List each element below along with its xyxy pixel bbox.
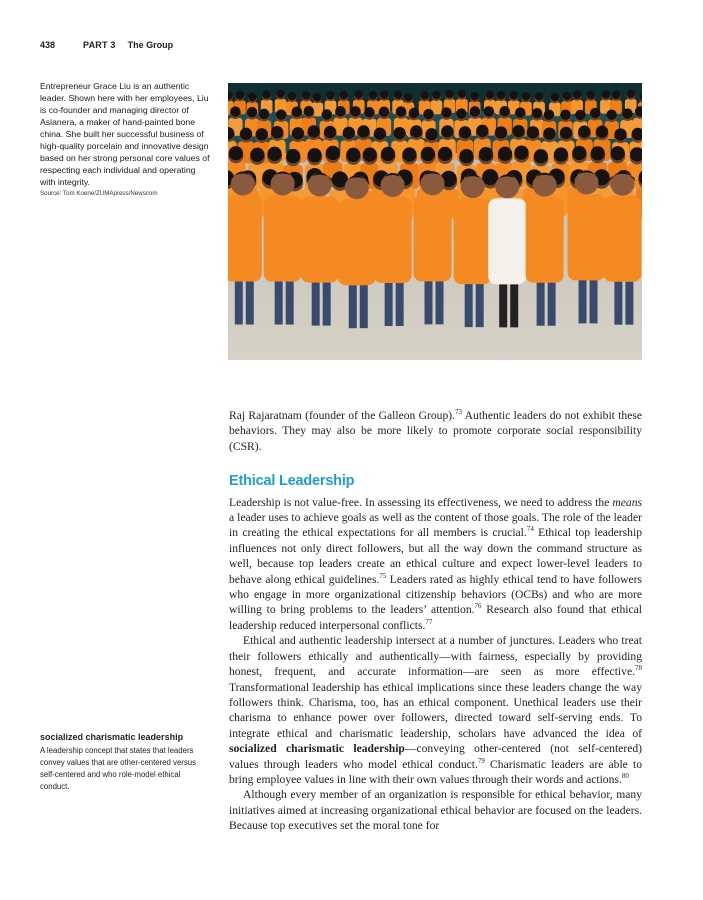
person-leg bbox=[349, 280, 357, 328]
crowd-hair bbox=[247, 107, 257, 117]
crowd-hair bbox=[322, 109, 332, 119]
crowd-hair bbox=[515, 107, 525, 117]
person-shirt bbox=[603, 196, 641, 282]
crowd-hair bbox=[292, 127, 304, 139]
person-leg bbox=[360, 280, 368, 328]
part-title: The Group bbox=[127, 40, 174, 50]
crowd-hair bbox=[445, 90, 454, 99]
crowd-hair bbox=[560, 109, 570, 119]
person-head bbox=[495, 174, 519, 198]
crowd-hair bbox=[459, 149, 473, 163]
crowd-hair bbox=[393, 127, 405, 139]
person-leg bbox=[275, 277, 283, 325]
crowd-hair bbox=[326, 91, 335, 100]
crowd-hair bbox=[229, 146, 243, 160]
crowd-hair bbox=[256, 128, 268, 140]
crowd-hair bbox=[259, 109, 269, 119]
crowd-hair bbox=[512, 125, 524, 137]
paragraph-1: Leadership is not value-free. In assessing its effectiveness, we need to address the means a leader uses to achieve goals as well as the content of those goals. The role of the leader in creating the ethical expectations for all members is crucial.$^{74}$ Ethical top leadership influences not only direct followers, but all the way down the command structure as well, because top leaders create an ethical culture and expect lower-level leaders to behave along ethical guidelines.$^{75}$ Leaders rated as highly ethical tend to have followers who engage in more organizational citizenship behaviors (OCBs) and who are more willing to bring problems to the leaders’ attention.$^{76}$ Research also found that ethical leadership reduced interpersonal conflicts.$^{77}$ bbox=[229, 495, 642, 632]
key-term-inline: socialized charismatic leadership bbox=[229, 742, 405, 756]
person-shirt bbox=[526, 197, 564, 283]
crowd-hair bbox=[250, 148, 264, 162]
crowd-hair bbox=[230, 106, 240, 116]
crowd-hair bbox=[248, 93, 257, 102]
person-shirt bbox=[301, 197, 339, 283]
person-leg bbox=[246, 277, 254, 325]
person-head bbox=[345, 175, 369, 199]
crowd-hair bbox=[575, 110, 585, 120]
crowd-hair bbox=[611, 146, 625, 160]
crowd-hair bbox=[458, 90, 467, 99]
crowd-hair bbox=[484, 106, 494, 116]
crowd-hair bbox=[470, 92, 479, 101]
crowd-illustration bbox=[228, 83, 642, 360]
crowd-hair bbox=[459, 126, 471, 138]
person-shirt bbox=[228, 196, 262, 282]
crowd-hair bbox=[380, 90, 389, 99]
crowd-hair bbox=[350, 106, 360, 116]
person-leg bbox=[579, 275, 587, 323]
part-label: PART 3 bbox=[83, 40, 116, 50]
person-leg bbox=[537, 278, 545, 326]
crowd-hair bbox=[498, 147, 512, 161]
caption-text: Entrepreneur Grace Liu is an authentic leader. Shown here with her employees, Liu is co-founder and managing director of Asianera, a maker of hand-painted bone china. She built her successful business of high-quality porcelain and innovative design based on her strong personal core values of respecting each individual and operating with integrity. bbox=[40, 81, 210, 187]
crowd-hair bbox=[357, 125, 369, 137]
person-head bbox=[308, 173, 332, 197]
crowd-hair bbox=[432, 91, 441, 100]
person-leg bbox=[436, 276, 444, 324]
crowd-hair bbox=[423, 109, 433, 119]
person-leg bbox=[396, 278, 404, 326]
crowd-hair bbox=[522, 92, 531, 101]
person-head bbox=[610, 172, 634, 196]
person-head bbox=[461, 174, 485, 198]
crowd-hair bbox=[271, 126, 283, 138]
crowd-hair bbox=[544, 109, 554, 119]
section-heading: Ethical Leadership bbox=[229, 473, 355, 490]
endnote-80: 80 bbox=[621, 771, 629, 780]
crowd-hair bbox=[308, 125, 320, 137]
crowd-hair bbox=[339, 91, 348, 100]
person-leg bbox=[312, 278, 320, 326]
endnote-76: 76 bbox=[474, 602, 482, 611]
crowd-hair bbox=[578, 125, 590, 137]
person-head bbox=[231, 172, 255, 196]
crowd-hair bbox=[354, 90, 363, 99]
crowd-hair bbox=[394, 91, 403, 100]
person-shirt bbox=[454, 198, 492, 284]
crowd-hair bbox=[573, 90, 582, 99]
crowd-hair bbox=[308, 148, 322, 162]
page-number: 438 bbox=[40, 40, 56, 50]
crowd-hair bbox=[534, 149, 548, 163]
crowd-hair bbox=[554, 147, 568, 161]
person-leg bbox=[425, 276, 433, 324]
crowd-hair bbox=[326, 146, 340, 160]
crowd-hair bbox=[532, 108, 542, 118]
glossary-term: socialized charismatic leadership bbox=[40, 732, 184, 742]
person-leg bbox=[385, 278, 393, 326]
crowd-hair bbox=[626, 90, 635, 99]
running-head bbox=[40, 40, 173, 50]
endnote-73: 73 bbox=[455, 408, 463, 416]
person-head bbox=[421, 171, 445, 195]
crowd-hair bbox=[486, 90, 495, 99]
endnote-75: 75 bbox=[379, 571, 387, 580]
crowd-hair bbox=[421, 147, 435, 161]
crowd-hair bbox=[590, 108, 600, 118]
crowd-hair bbox=[612, 91, 621, 100]
person-leg bbox=[548, 278, 556, 326]
crowd-hair bbox=[262, 90, 271, 99]
person-leg bbox=[465, 279, 473, 327]
crowd-hair bbox=[535, 92, 544, 101]
crowd-hair bbox=[470, 106, 480, 116]
person-leg bbox=[625, 277, 633, 325]
crowd-hair bbox=[364, 107, 374, 117]
paragraph-3: Although every member of an organization is responsible for ethical behavior, many initiatives aimed at increasing organizational ethical behavior are focused on the leaders. Because top executives set the moral tone for bbox=[229, 788, 642, 833]
crowd-hair bbox=[587, 91, 596, 100]
crowd-hair bbox=[402, 147, 416, 161]
crowd-hair bbox=[572, 146, 586, 160]
endnote-78: 78 bbox=[635, 664, 642, 673]
crowd-hair bbox=[543, 127, 555, 139]
crowd-hair bbox=[551, 93, 560, 102]
crowd-hair bbox=[497, 91, 506, 100]
crowd-hair bbox=[335, 106, 345, 116]
person-leg bbox=[590, 275, 598, 323]
crowd-hair bbox=[381, 147, 395, 161]
crowd-hair bbox=[379, 107, 389, 117]
crowd-hair bbox=[479, 147, 493, 161]
person-leg bbox=[476, 279, 484, 327]
crowd-hair bbox=[441, 125, 453, 137]
person-head bbox=[271, 172, 295, 196]
crowd-hair bbox=[288, 92, 297, 101]
crowd-hair bbox=[563, 92, 572, 101]
person-shirt bbox=[374, 197, 412, 283]
person-shirt bbox=[414, 195, 452, 281]
person-shirt bbox=[568, 194, 606, 280]
paragraph-2: Ethical and authentic leadership intersect at a number of junctures. Leaders who treat their followers ethically and authentically—with fairness, especially by providing honest, frequent, and accurate information—are seen as more effective.$^{78}$ Transformational leadership has ethical implications since these leaders change the way followers think. Charisma, too, has an ethical component. Unethical leaders use their charisma to enhance power over followers, directed toward self-serving ends. To integrate ethical and charismatic leadership, scholars have advanced the idea of socialized charismatic leadership—conveying other-centered (not self-centered) values through leaders who model ethical conduct.$^{79}$ Charismatic leaders are able to bring employee values in line with their own values through their words and actions.$^{80}$ bbox=[229, 634, 642, 786]
person-leg bbox=[323, 278, 331, 326]
crowd-hair bbox=[404, 93, 413, 102]
endnote-77: 77 bbox=[425, 617, 433, 626]
person-leg bbox=[499, 279, 507, 327]
crowd-hair bbox=[286, 149, 300, 163]
crowd-hair bbox=[622, 108, 632, 118]
crowd-hair bbox=[495, 126, 507, 138]
crowd-hair bbox=[614, 128, 626, 140]
person-leg bbox=[235, 277, 243, 325]
person-shirt bbox=[264, 196, 302, 282]
endnote-74: 74 bbox=[526, 525, 534, 534]
crowd-hair bbox=[602, 90, 611, 99]
crowd-hair bbox=[514, 145, 528, 159]
main-text-column bbox=[229, 408, 642, 834]
paragraph-intro: Raj Rajaratnam (founder of the Galleon Group).$^{73}$ Authentic leaders do not exhibit these behaviors. They may also be more likely to promote corporate social responsibility (CSR). bbox=[229, 408, 643, 453]
crowd-hair bbox=[304, 106, 314, 116]
person-head bbox=[533, 173, 557, 197]
crowd-hair bbox=[410, 125, 422, 137]
crowd-hair bbox=[591, 146, 605, 160]
crowd-hair bbox=[409, 108, 419, 118]
person-head bbox=[381, 173, 405, 197]
crowd-hair bbox=[441, 107, 451, 117]
crowd-hair bbox=[236, 91, 245, 100]
photo-caption bbox=[40, 80, 212, 198]
crowd-hair bbox=[425, 128, 437, 140]
crowd-hair bbox=[596, 125, 608, 137]
endnote-79: 79 bbox=[477, 756, 485, 765]
crowd-hair bbox=[560, 127, 572, 139]
group-photo bbox=[228, 83, 642, 360]
crowd-hair bbox=[276, 109, 286, 119]
crowd-hair bbox=[606, 110, 616, 120]
crowd-hair bbox=[240, 128, 252, 140]
crowd-hair bbox=[346, 148, 360, 162]
photo-source-credit: Source: Tom Koene/ZUMApress/Newscom bbox=[40, 190, 158, 197]
glossary-definition: A leadership concept that states that leaders convey values that are other-centered versus self-centered and who role-model ethical conduct. bbox=[40, 746, 197, 791]
crowd-hair bbox=[292, 107, 302, 117]
crowd-hair bbox=[363, 147, 377, 161]
crowd-hair bbox=[313, 93, 322, 102]
crowd-hair bbox=[499, 106, 509, 116]
person-leg bbox=[614, 277, 622, 325]
crowd-hair bbox=[374, 128, 386, 140]
person-leg bbox=[286, 277, 294, 325]
margin-glossary bbox=[40, 731, 212, 793]
person-shirt bbox=[488, 198, 526, 284]
crowd-hair bbox=[276, 89, 285, 98]
crowd-hair bbox=[343, 127, 355, 139]
person-head bbox=[575, 170, 599, 194]
person-leg bbox=[510, 279, 518, 327]
crowd-hair bbox=[476, 125, 488, 137]
crowd-hair bbox=[267, 147, 281, 161]
crowd-hair bbox=[527, 126, 539, 138]
crowd-hair bbox=[510, 91, 519, 100]
crowd-hair bbox=[396, 106, 406, 116]
crowd-hair bbox=[324, 126, 336, 138]
crowd-hair bbox=[420, 91, 429, 100]
crowd-hair bbox=[302, 91, 311, 100]
crowd-hair bbox=[369, 91, 378, 100]
crowd-hair bbox=[456, 108, 466, 118]
crowd-hair bbox=[438, 147, 452, 161]
person-shirt bbox=[338, 199, 376, 285]
